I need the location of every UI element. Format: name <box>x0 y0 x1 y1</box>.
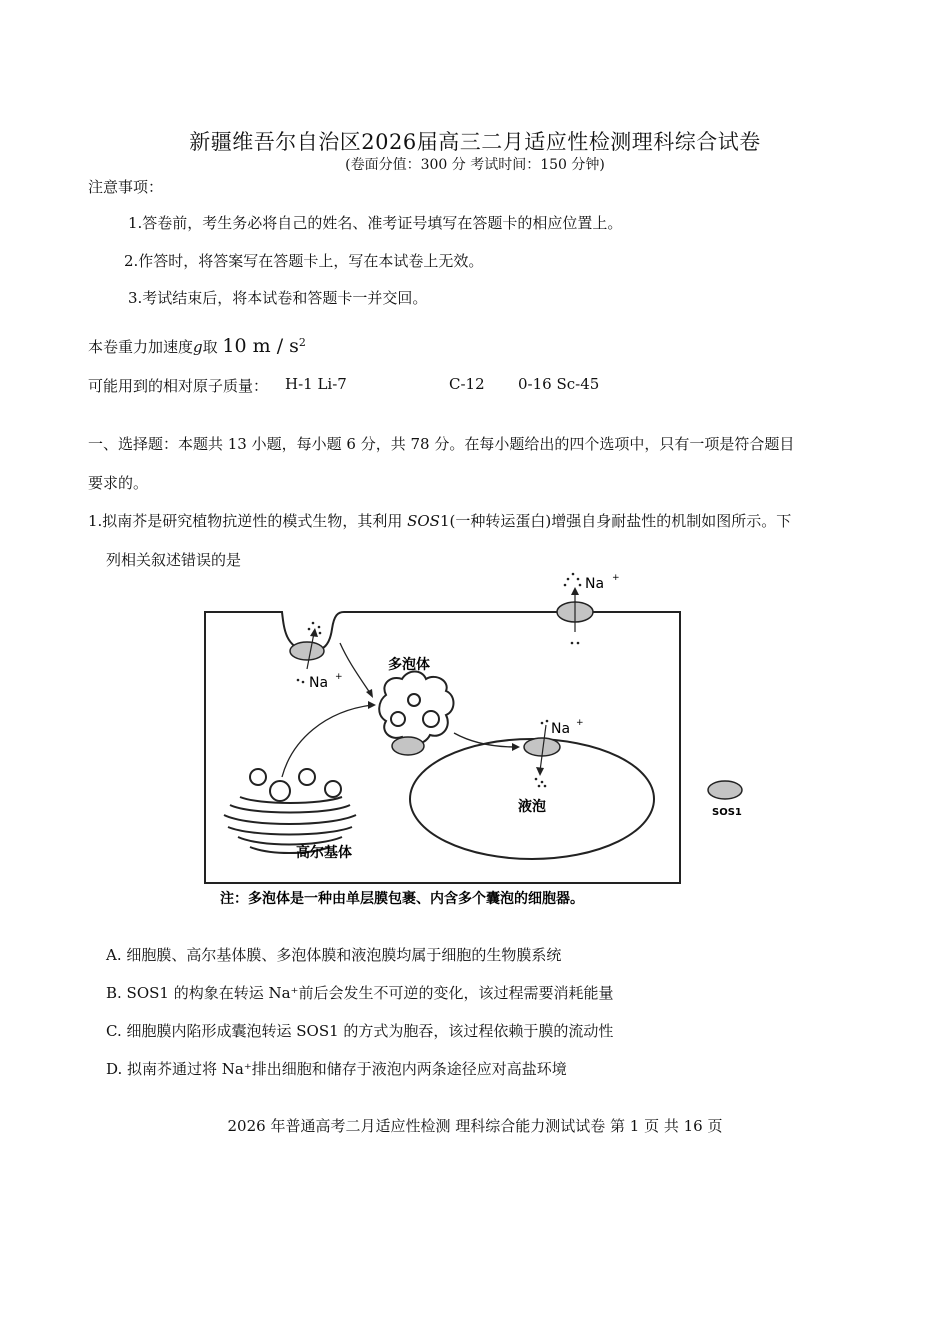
page-footer: 2026 年普通高考二月适应性检测 理科综合能力测试试卷 第 1 页 共 16 页 <box>227 1117 723 1135</box>
multivesicular-body <box>379 672 453 745</box>
gravity-prefix: 本卷重力加速度 <box>88 338 194 356</box>
sos1-mechanism-figure <box>180 565 780 915</box>
na-label-vacuole: Na <box>551 721 571 737</box>
atomic-mass-group-3: 0-16 Sc-45 <box>518 375 600 393</box>
option-a: A. 细胞膜、高尔基体膜、多泡体膜和液泡膜均属于细胞的生物膜系统 <box>106 946 562 964</box>
sos1-invagination-icon <box>290 642 324 660</box>
gravity-value: 10 m / s <box>222 335 299 357</box>
vacuole-label: 液泡 <box>518 799 546 815</box>
exam-title: 新疆维吾尔自治区2026届高三二月适应性检测理科综合试卷 <box>189 130 761 154</box>
atomic-mass-group-1: H-1 Li-7 <box>285 375 347 393</box>
svg-text:+: + <box>335 672 343 682</box>
option-c: C. 细胞膜内陷形成囊泡转运 SOS1 的方式为胞吞，该过程依赖于膜的流动性 <box>106 1022 614 1040</box>
question-1-stem-b: 1(一种转运蛋白)增强自身耐盐性的机制如图所示。下 <box>439 512 792 530</box>
atomic-mass-label: 可能用到的相对原子质量： <box>88 377 269 395</box>
mvb-label: 多泡体 <box>388 657 430 673</box>
na-label-left: Na <box>309 675 329 691</box>
cell-membrane <box>205 612 680 883</box>
sos1-legend-label: SOS1 <box>712 807 742 818</box>
na-label-top: Na <box>585 576 605 592</box>
notice-item-3: 3.考试结束后，将本试卷和答题卡一并交回。 <box>128 289 428 307</box>
question-1-stem-a: 1.拟南芥是研究植物抗逆性的模式生物，其利用 <box>88 512 408 530</box>
atomic-mass-group-2: C-12 <box>449 375 485 393</box>
gravity-line <box>88 335 306 357</box>
golgi-apparatus <box>224 769 356 853</box>
section-heading-line-2: 要求的。 <box>88 474 149 492</box>
option-d: D. 拟南芥通过将 Na⁺排出细胞和储存于液泡内两条途径应对高盐环境 <box>106 1060 567 1078</box>
question-1-stem <box>88 510 791 531</box>
gravity-symbol: g <box>193 338 203 356</box>
section-heading-line-1: 一、选择题：本题共 13 小题，每小题 6 分，共 78 分。在每小题给出的四个选项中，只有一项是符合题目 <box>88 435 795 453</box>
option-b: B. SOS1 的构象在转运 Na⁺前后会发生不可逆的变化，该过程需要消耗能量 <box>106 984 614 1002</box>
exam-subtitle: (卷面分值：300 分 考试时间：150 分钟) <box>345 157 605 173</box>
svg-text:+: + <box>576 718 584 728</box>
notice-item-1: 1.答卷前，考生务必将自己的姓名、准考证号填写在答题卡的相应位置上。 <box>128 214 623 232</box>
sos1-mvb-icon <box>392 737 424 755</box>
gravity-exp: 2 <box>298 336 306 349</box>
notice-item-2: 2.作答时，将答案写在答题卡上，写在本试卷上无效。 <box>124 252 484 270</box>
question-1-stem-line-2: 列相关叙述错误的是 <box>106 551 242 569</box>
svg-text:+: + <box>612 573 620 583</box>
golgi-label: 高尔基体 <box>296 845 352 861</box>
sos1-legend-icon <box>708 781 742 799</box>
figure-note: 注：多泡体是一种由单层膜包裹、内含多个囊泡的细胞器。 <box>220 891 584 907</box>
question-1-stem-sos: SOS <box>407 512 440 530</box>
gravity-take: 取 <box>202 338 218 356</box>
notice-heading: 注意事项： <box>88 178 164 196</box>
